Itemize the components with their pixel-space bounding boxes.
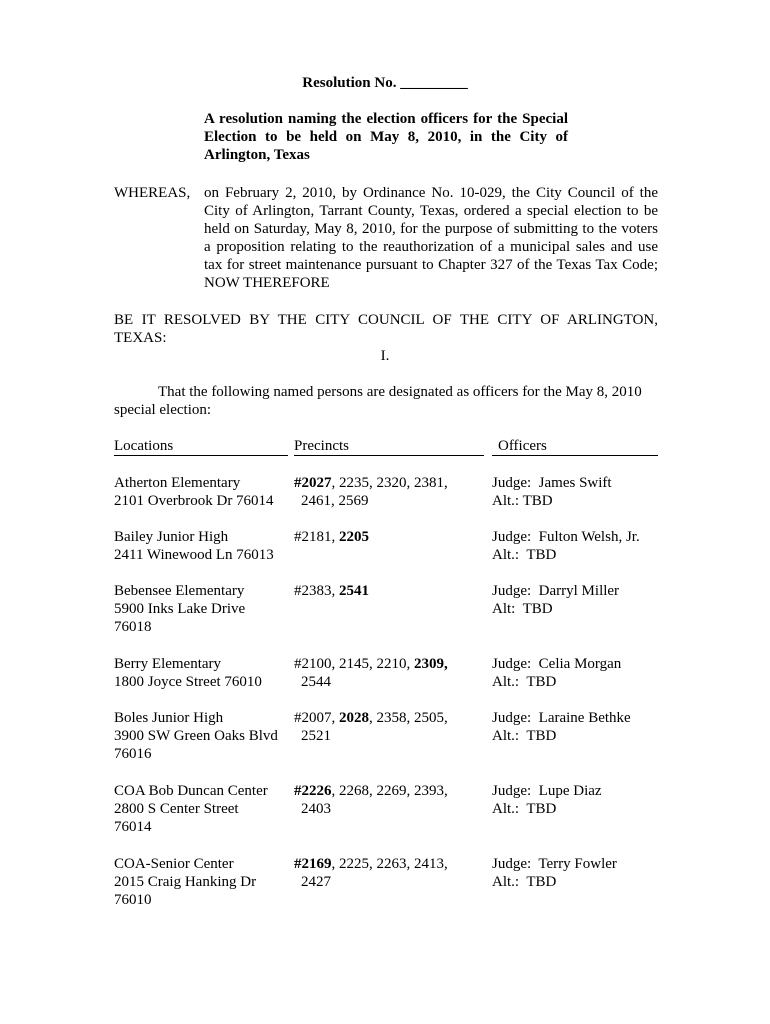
precinct-cell: #2383, 2541: [294, 583, 369, 599]
section-number: I.: [380, 348, 390, 364]
whereas-line: held on Saturday, May 8, 2010, for the purpose of submitting to the voters: [204, 221, 658, 237]
whereas-line: NOW THEREFORE: [204, 275, 330, 291]
location-cell: COA-Senior Center 2015 Craig Hanking Dr 76010: [114, 856, 257, 908]
whereas-clause: [204, 184, 658, 292]
officers-cell: Judge: Celia Morgan Alt.: TBD: [492, 656, 622, 690]
column-header-officers: Officers: [492, 437, 658, 456]
column-header-precincts: Precincts: [294, 437, 484, 456]
whereas-label: WHEREAS,: [114, 185, 191, 201]
subject-line: Election to be held on May 8, 2010, in the City of: [204, 129, 568, 145]
officers-cell: Judge: James Swift Alt.: TBD: [492, 475, 612, 509]
officers-cell: Judge: Laraine Bethke Alt.: TBD: [492, 710, 631, 744]
whereas-line: on February 2, 2010, by Ordinance No. 10-029, the City Council of the: [204, 185, 658, 201]
resolved-clause: [114, 311, 658, 347]
officers-cell: Judge: Lupe Diaz Alt.: TBD: [492, 783, 602, 817]
precinct-cell: #2007, 2028, 2358, 2505, 2521: [294, 710, 448, 744]
resolved-line: TEXAS:: [114, 330, 167, 346]
precinct-cell: #2100, 2145, 2210, 2309, 2544: [294, 656, 448, 690]
location-cell: Bailey Junior High 2411 Winewood Ln 76013: [114, 529, 274, 563]
location-cell: COA Bob Duncan Center 2800 S Center Street 76014: [114, 783, 268, 835]
paragraph-line: That the following named persons are designated as officers for the May 8, 2010: [158, 384, 642, 400]
precinct-cell: #2226, 2268, 2269, 2393, 2403: [294, 783, 448, 817]
whereas-line: tax for street maintenance pursuant to Chapter 327 of the Texas Tax Code;: [204, 257, 658, 273]
whereas-line: City of Arlington, Tarrant County, Texas, ordered a special election to be: [204, 203, 658, 219]
column-header-locations: Locations: [114, 437, 288, 456]
subject-line: Arlington, Texas: [204, 147, 310, 163]
precinct-cell: #2181, 2205: [294, 529, 369, 545]
officers-cell: Judge: Fulton Welsh, Jr. Alt.: TBD: [492, 529, 640, 563]
location-cell: Atherton Elementary 2101 Overbrook Dr 76014: [114, 475, 274, 509]
subject-line: A resolution naming the election officers for the Special: [204, 111, 568, 127]
location-cell: Berry Elementary 1800 Joyce Street 76010: [114, 656, 262, 690]
designation-paragraph: [114, 383, 658, 419]
officers-cell: Judge: Darryl Miller Alt: TBD: [492, 583, 620, 617]
resolution-subject: [204, 110, 568, 164]
resolved-line: BE IT RESOLVED BY THE CITY COUNCIL OF THE CITY OF ARLINGTON,: [114, 312, 658, 328]
precinct-cell: #2027, 2235, 2320, 2381, 2461, 2569: [294, 475, 448, 509]
precinct-cell: #2169, 2225, 2263, 2413, 2427: [294, 856, 448, 890]
whereas-line: a proposition relating to the reauthorization of a municipal sales and use: [204, 239, 658, 255]
resolution-title: Resolution No. _________: [302, 75, 468, 91]
location-cell: Bebensee Elementary 5900 Inks Lake Drive 76018: [114, 583, 246, 635]
location-cell: Boles Junior High 3900 SW Green Oaks Blvd 76016: [114, 710, 278, 762]
paragraph-line: special election:: [114, 402, 212, 418]
officers-cell: Judge: Terry Fowler Alt.: TBD: [492, 856, 617, 890]
